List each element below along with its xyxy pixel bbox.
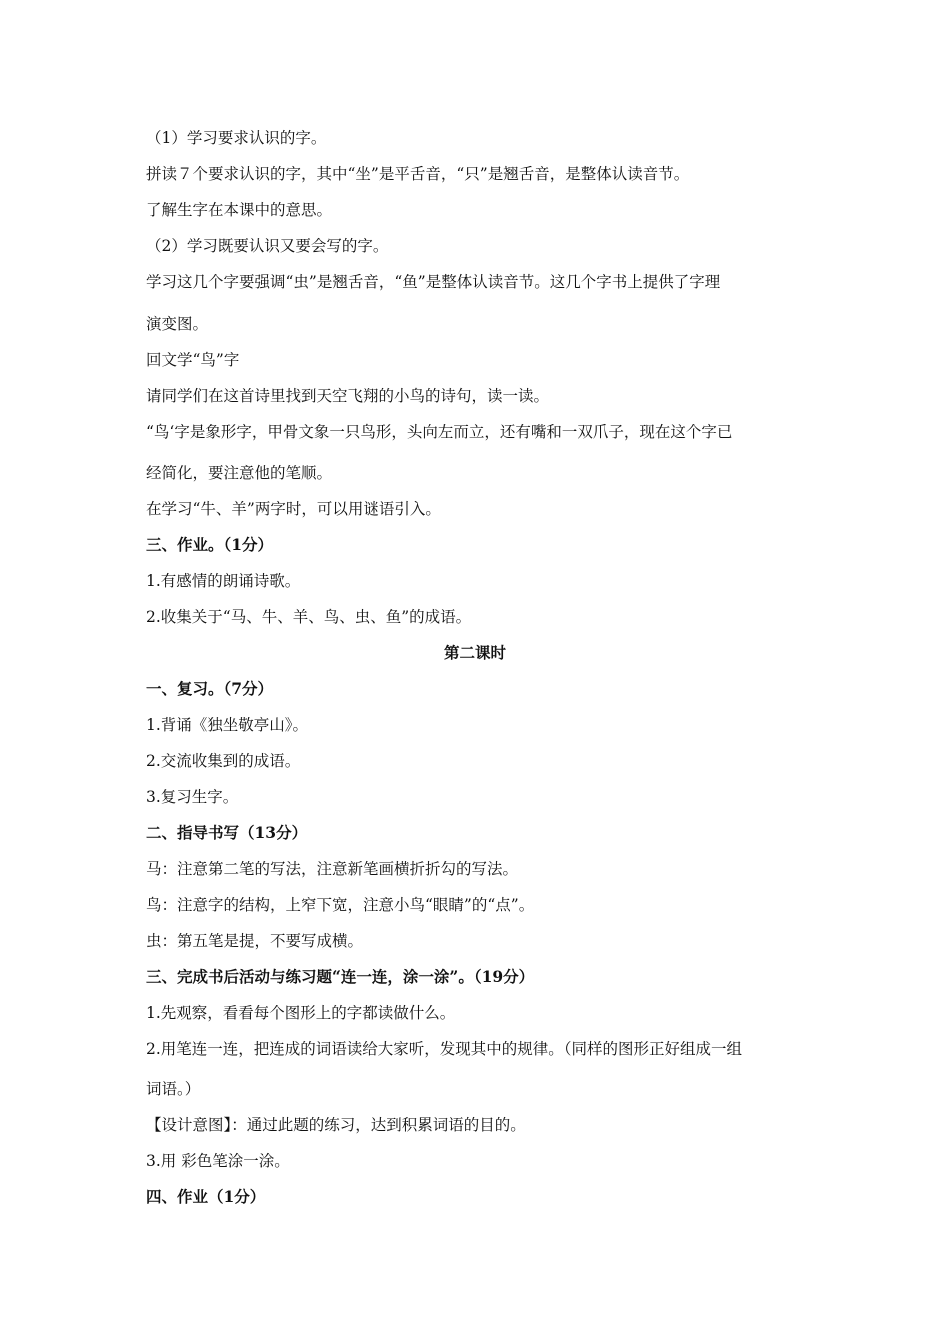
list-item: 3.复习生字。 bbox=[146, 788, 239, 806]
line-paragraph: 在学习“牛、羊”两字时，可以用谜语引入。 bbox=[146, 500, 441, 518]
list-item: 3.用 彩色笔涂一涂。 bbox=[146, 1152, 290, 1170]
line-paragraph: 回文学“鸟”字 bbox=[146, 351, 240, 369]
lesson-title: 第二课时 bbox=[443, 643, 506, 662]
list-item: 2.收集关于“马、牛、羊、鸟、虫、鱼”的成语。 bbox=[146, 608, 472, 626]
list-item: 1.背诵《独坐敬亭山》。 bbox=[146, 716, 309, 734]
line-paragraph: 请同学们在这首诗里找到天空飞翔的小鸟的诗句，读一读。 bbox=[146, 387, 550, 405]
section-heading: 四、作业（1分） bbox=[146, 1187, 266, 1206]
section-heading: 一、复习。（7分） bbox=[146, 679, 274, 698]
list-item: 1.有感情的朗诵诗歌。 bbox=[146, 572, 301, 590]
section-heading: 三、作业。（1分） bbox=[146, 535, 274, 554]
line-paragraph: 拼读７个要求认识的字，其中“坐”是平舌音，“只”是翘舌音，是整体认读音节。 bbox=[146, 165, 690, 183]
section-heading: 二、指导书写（13分） bbox=[146, 823, 308, 842]
line-paragraph: 虫：第五笔是提，不要写成横。 bbox=[146, 932, 364, 950]
line-paragraph: 鸟：注意字的结构，上窄下宽，注意小鸟“眼睛”的“点”。 bbox=[146, 896, 535, 914]
line-paragraph: 马：注意第二笔的写法，注意新笔画横折折勾的写法。 bbox=[146, 860, 519, 878]
line-paragraph: 学习这几个字要强调“虫”是翘舌音，“鱼”是整体认读音节。这几个字书上提供了字理 bbox=[146, 273, 721, 291]
line-subsection-1: （1）学习要求认识的字。 bbox=[146, 129, 327, 147]
line-paragraph: 经简化，要注意他的笔顺。 bbox=[146, 464, 333, 482]
design-intent: 【设计意图】：通过此题的练习，达到积累词语的目的。 bbox=[146, 1116, 526, 1134]
list-item: 2.用笔连一连，把连成的词语读给大家听，发现其中的规律。（同样的图形正好组成一组 bbox=[146, 1040, 743, 1058]
list-item: 2.交流收集到的成语。 bbox=[146, 752, 301, 770]
list-item: 1.先观察，看看每个图形上的字都读做什么。 bbox=[146, 1004, 456, 1022]
line-paragraph: 演变图。 bbox=[146, 315, 209, 333]
line-paragraph: 了解生字在本课中的意思。 bbox=[146, 201, 333, 219]
line-paragraph: “鸟‘字是象形字，甲骨文象一只鸟形，头向左而立，还有嘴和一双爪子，现在这个字已 bbox=[146, 423, 733, 441]
line-subsection-2: （2）学习既要认识又要会写的字。 bbox=[146, 237, 389, 255]
section-heading: 三、完成书后活动与练习题“连一连，涂一涂”。（19分） bbox=[146, 967, 535, 986]
line-paragraph: 词语。） bbox=[146, 1080, 201, 1098]
